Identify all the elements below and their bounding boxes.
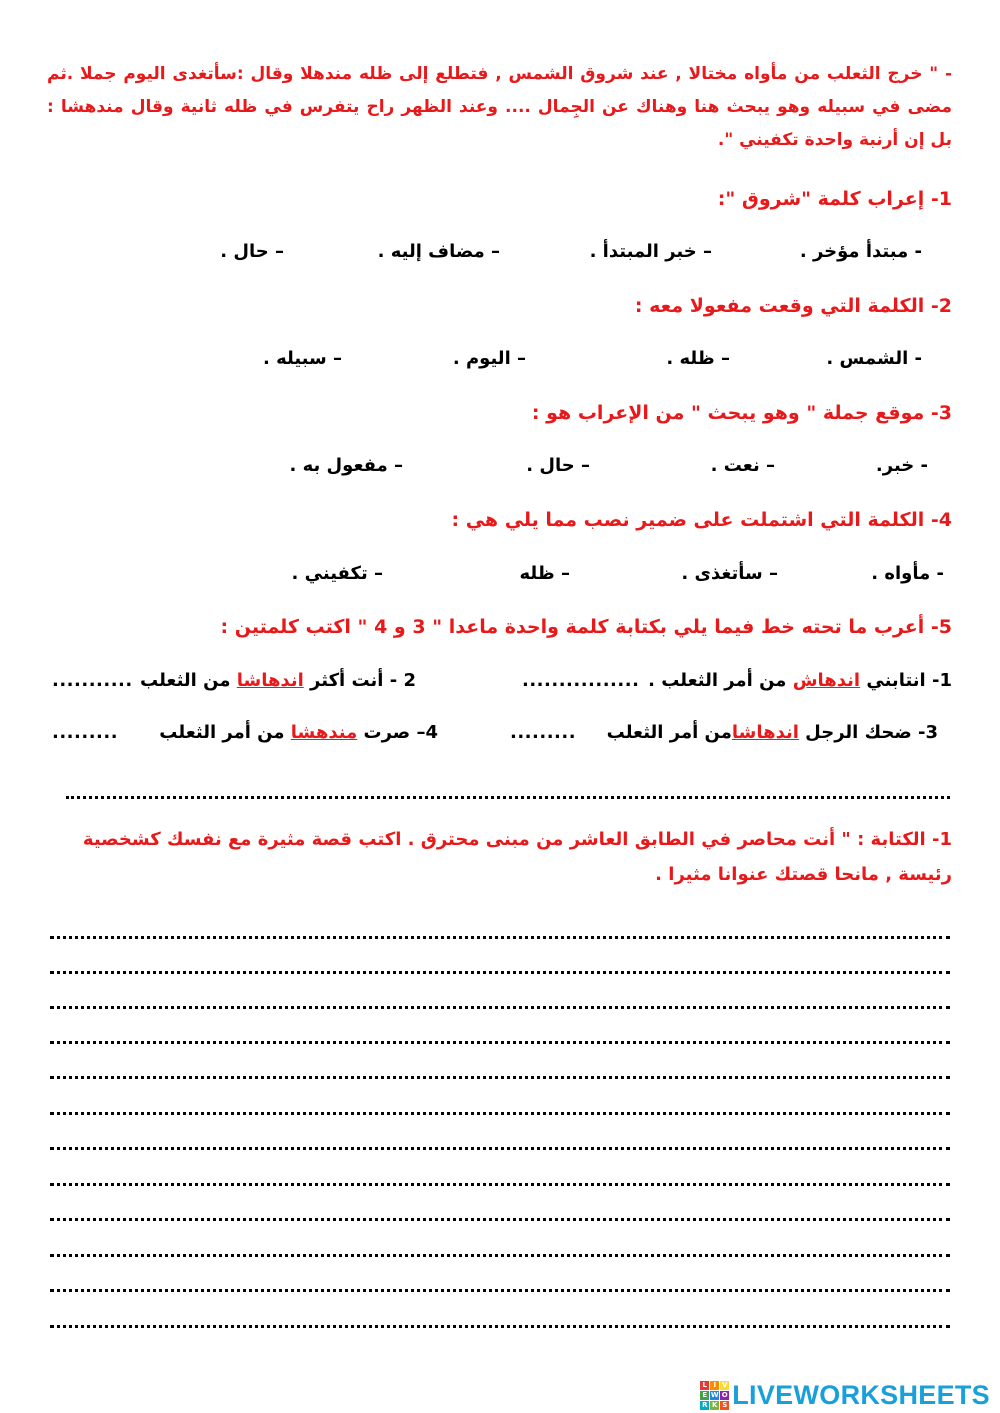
q5-s3-pre: 3- ضحك الرجل <box>798 722 938 743</box>
q5-s1-post: من أمر الثعلب . <box>648 670 793 691</box>
q3-option-2[interactable]: – نعت . <box>710 455 775 476</box>
q5-s3-post: من أمر الثعلب <box>606 722 732 743</box>
question-2-label: 2- الكلمة التي وقعت مفعولا معه : <box>634 295 952 317</box>
q5-s1-underlined-word: اندهاش <box>792 670 861 691</box>
writing-line[interactable] <box>50 1218 950 1221</box>
q5-sentence-2 <box>140 670 416 691</box>
q5-sentence-4 <box>159 722 438 743</box>
q4-option-2[interactable]: – سأتغذى . <box>681 563 778 584</box>
q2-option-2[interactable]: – ظله . <box>666 348 730 369</box>
writing-task-label: 1- الكتابة : " أنت محاصر في الطابق العاشر من مبنى محترق . اكتب قصة مثيرة مع نفسك كشخصية رئيسة , مانحا قصتك عنوانا مثيرا . <box>82 829 952 885</box>
writing-line[interactable] <box>50 1041 950 1044</box>
question-5-label: 5- أعرب ما تحته خط فيما يلي بكتابة كلمة واحدة ماعدا " 3 و 4 " اكتب كلمتين : <box>220 616 952 638</box>
q4-option-4[interactable]: – تكفيني . <box>291 563 383 584</box>
logo-grid-cell: L <box>700 1381 709 1390</box>
q5-extra-answer-line[interactable] <box>66 796 950 799</box>
q5-s4-pre: 4– صرت <box>357 722 438 743</box>
q5-s4-answer-blank[interactable]: ......... <box>52 722 119 743</box>
q1-option-4[interactable]: – حال . <box>220 241 284 262</box>
q5-s1-answer-blank[interactable]: ................ <box>522 670 640 691</box>
logo-grid-cell: O <box>721 1390 728 1399</box>
q5-s2-answer-blank[interactable]: ........... <box>52 670 133 691</box>
q5-s2-pre: 2 - أنت أكثر <box>303 670 416 691</box>
q1-option-3[interactable]: – مضاف إليه . <box>377 241 500 262</box>
writing-line[interactable] <box>50 936 950 939</box>
q5-s2-post: من الثعلب <box>140 670 237 691</box>
question-3-label: 3- موقع جملة " وهو يبحث " من الإعراب هو : <box>531 402 952 424</box>
q5-s1-pre: 1- انتابني <box>860 670 952 691</box>
q3-option-1[interactable]: - خبر. <box>875 455 928 476</box>
q3-option-3[interactable]: – حال . <box>526 455 590 476</box>
logo-text: LIVEWORKSHEETS <box>732 1379 990 1410</box>
logo-grid-cell: W <box>710 1390 719 1399</box>
q4-option-1[interactable]: - مأواه . <box>871 563 944 584</box>
q5-s4-post: من أمر الثعلب <box>159 722 291 743</box>
question-4-label: 4- الكلمة التي اشتملت على ضمير نصب مما يلي هي : <box>451 509 952 531</box>
q5-sentence-1 <box>648 670 952 691</box>
q5-s3-answer-blank[interactable]: ......... <box>510 722 577 743</box>
writing-line[interactable] <box>50 1183 950 1186</box>
writing-line[interactable] <box>50 971 950 974</box>
writing-line[interactable] <box>50 1325 950 1328</box>
q1-option-2[interactable]: – خبر المبتدأ . <box>589 241 712 262</box>
logo-grid-cell: K <box>712 1400 718 1409</box>
writing-line[interactable] <box>50 1289 950 1292</box>
logo-grid-icon <box>700 1381 729 1410</box>
q1-option-1[interactable]: - مبتدأ مؤخر . <box>799 241 922 262</box>
writing-line[interactable] <box>50 1254 950 1257</box>
writing-line[interactable] <box>50 1006 950 1009</box>
writing-line[interactable] <box>50 1147 950 1150</box>
logo-grid-cell: V <box>722 1380 728 1389</box>
q2-option-4[interactable]: – سبيله . <box>262 348 342 369</box>
q5-s4-underlined-word: مندهشا <box>290 722 358 743</box>
question-1-label: 1- إعراب كلمة "شروق ": <box>717 188 952 210</box>
logo-grid-cell: E <box>700 1391 709 1400</box>
q3-option-4[interactable]: – مفعول به . <box>289 455 403 476</box>
q2-option-1[interactable]: - الشمس . <box>826 348 922 369</box>
passage-text: - " خرج الثعلب من مأواه مختالا , عند شروق الشمس , فتطلع إلى ظله مندهلا وقال :سأتغدى اليوم جملا .ثم مضى في سبيله وهو يبحث هنا وهناك عن الجِمال .... وعند الظهر راح يتفرس في ظله ثانية وقال مندهشا : بل إن أرنبة واحدة تكفيني ". <box>47 64 952 150</box>
q5-sentence-3 <box>607 722 938 743</box>
logo-grid-cell: I <box>710 1381 719 1390</box>
q4-option-3[interactable]: – ظله <box>519 563 570 584</box>
logo-grid-cell: R <box>702 1400 708 1409</box>
q5-s2-underlined-word: اندهاشا <box>236 670 304 691</box>
liveworksheets-logo <box>700 1380 990 1410</box>
logo-grid-cell: S <box>722 1400 728 1409</box>
writing-line[interactable] <box>50 1076 950 1079</box>
writing-line[interactable] <box>50 1112 950 1115</box>
q2-option-3[interactable]: – اليوم . <box>452 348 526 369</box>
q5-s3-underlined-word: اندهاشا <box>731 722 799 743</box>
